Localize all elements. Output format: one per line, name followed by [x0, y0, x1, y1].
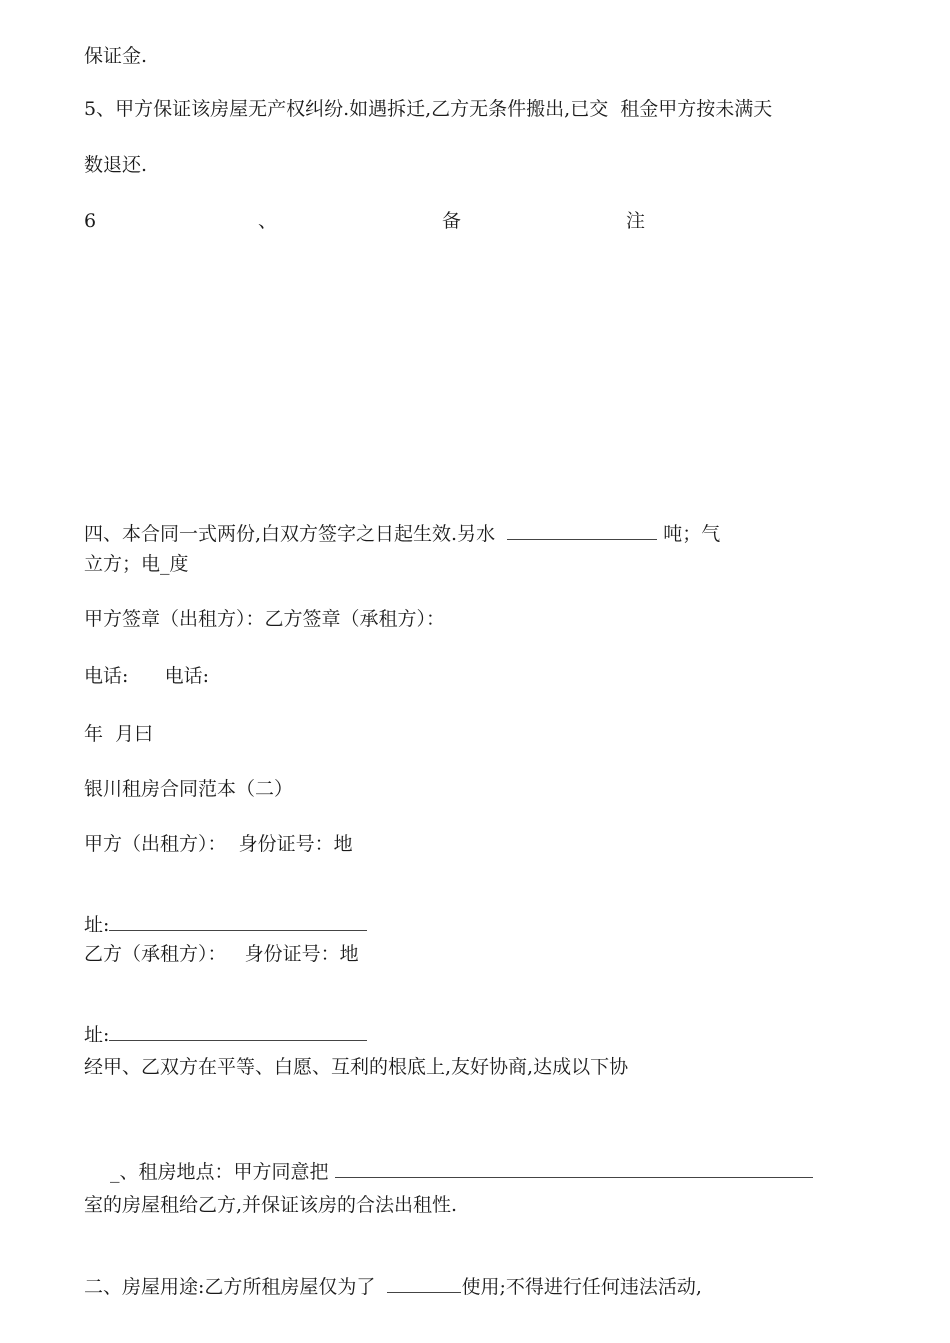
clause-title-char: 注 — [626, 210, 646, 232]
text-line: 5、甲方保证该房屋无产权纠纷.如遇拆迁,乙方无条件搬出,已交 租金甲方按未满天 — [84, 98, 773, 120]
text-line — [84, 998, 367, 1047]
text-segment: 二、房屋用途:乙方所租房屋仅为了 — [84, 1276, 388, 1298]
fill-blank-address-b[interactable] — [109, 1022, 367, 1041]
text-segment: 址: — [84, 914, 110, 936]
signature-line: 甲方签章（出租方）：乙方签章（承租方）： — [84, 608, 446, 630]
text-segment: 址: — [84, 1024, 110, 1046]
text-line: 立方；电_度 — [84, 553, 189, 575]
fill-blank-address-a[interactable] — [109, 912, 367, 931]
text-line — [110, 1135, 813, 1184]
text-line — [84, 497, 720, 546]
text-segment: 使用;不得进行任何违法活动, — [461, 1276, 702, 1298]
text-line: 数退还. — [84, 154, 148, 176]
text-segment: _、租房地点：甲方同意把 — [110, 1161, 335, 1183]
text-segment: 吨；气 — [657, 523, 721, 545]
text-line: 室的房屋租给乙方,并保证该房的合法出租性. — [84, 1194, 458, 1216]
party-a-line: 甲方（出租方）： 身份证号：地 — [84, 833, 353, 855]
fill-blank-water[interactable] — [507, 521, 657, 540]
section-title: 银川租房合同范本（二） — [84, 778, 294, 800]
text-line: 经甲、乙双方在平等、白愿、互利的根底上,友好协商,达成以下协 — [84, 1056, 629, 1078]
clause-separator: 、 — [258, 210, 278, 232]
date-line: 年 月曰 — [84, 723, 154, 745]
text-segment: 四、本合同一式两份,白双方签字之日起生效.另水 — [84, 523, 508, 545]
clause-number: 6 — [84, 210, 97, 232]
text-line: 保证金. — [84, 45, 148, 67]
text-line — [84, 1250, 702, 1299]
clause-title-char: 备 — [442, 210, 462, 232]
party-b-line: 乙方（承租方）： 身份证号：地 — [84, 943, 359, 965]
fill-blank-rental-address[interactable] — [335, 1159, 813, 1178]
text-line — [84, 888, 367, 937]
phone-line: 电话: 电话: — [84, 665, 210, 687]
fill-blank-usage[interactable] — [387, 1274, 461, 1293]
